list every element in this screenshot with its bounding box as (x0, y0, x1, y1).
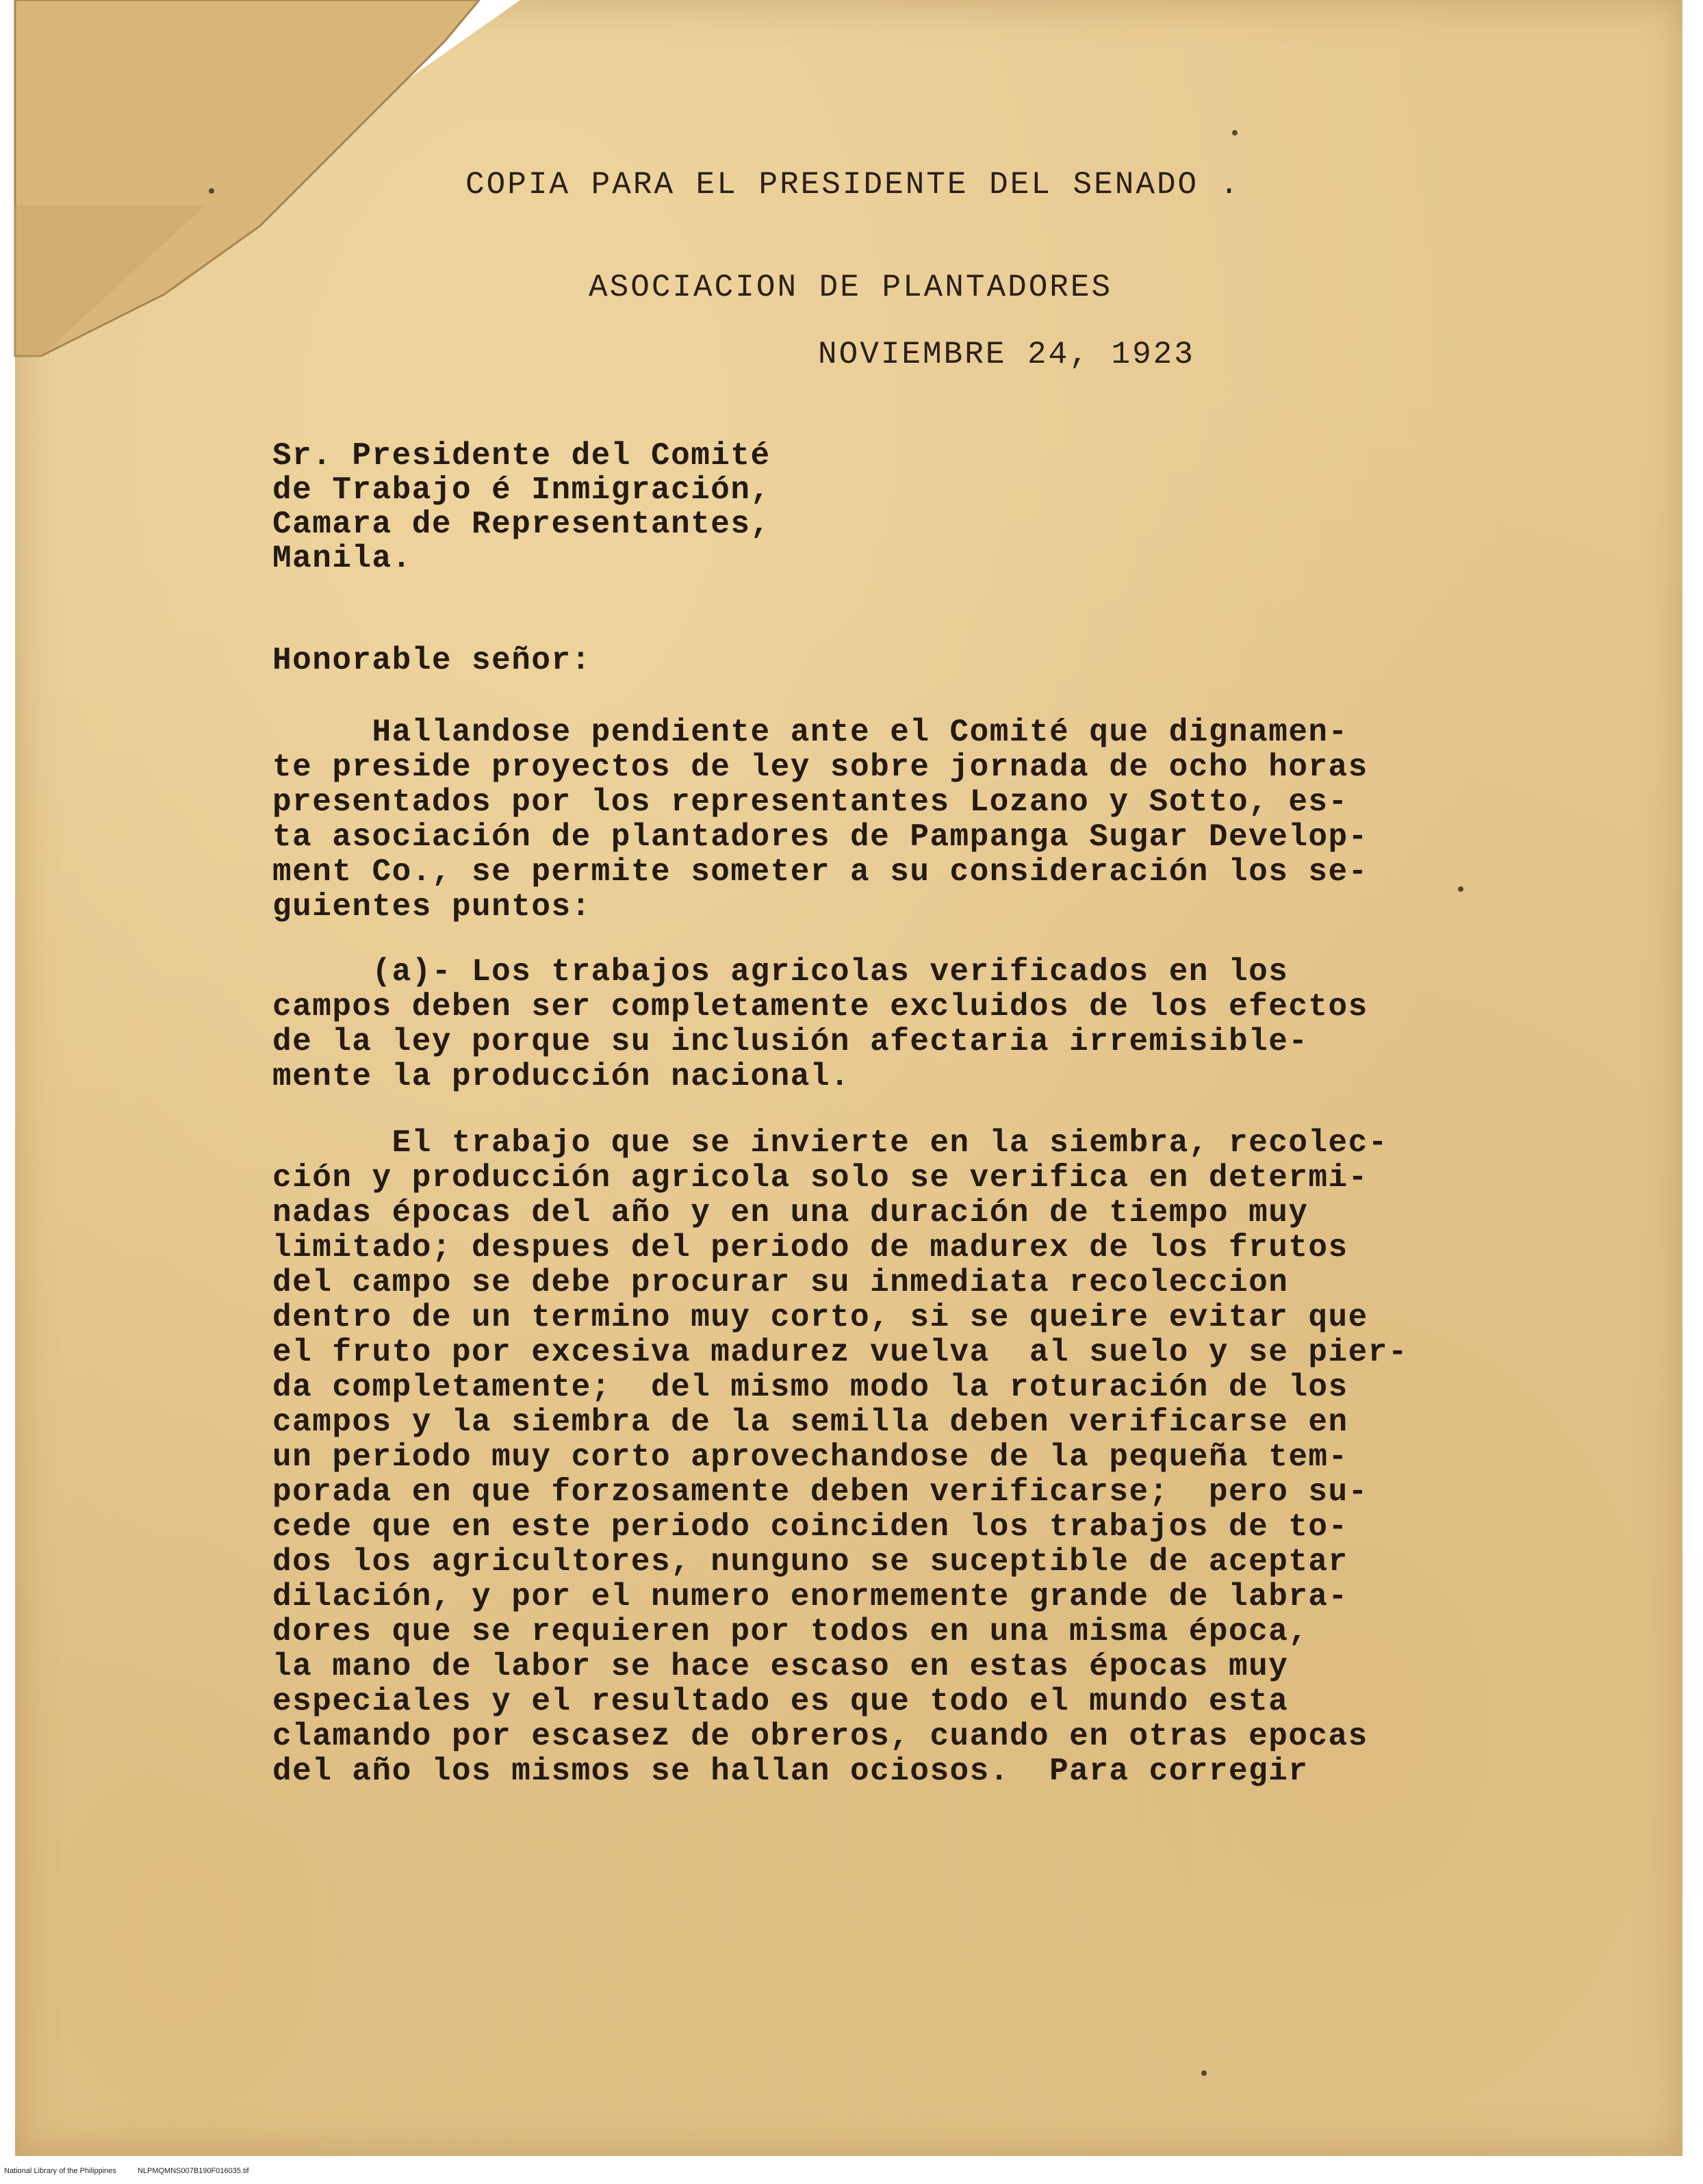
text-line: especiales y el resultado es que todo el mundo esta (272, 1684, 1289, 1719)
text-line: de la ley porque su inclusión afectaria irremisible- (272, 1024, 1309, 1059)
text-line: la mano de labor se hace escaso en estas épocas muy (272, 1649, 1289, 1684)
text-line: te preside proyectos de ley sobre jornada de ocho horas (272, 749, 1368, 785)
text-line: porada en que forzosamente deben verificarse; pero su- (272, 1474, 1368, 1510)
text-line: dentro de un termino muy corto, si se queire evitar que (272, 1300, 1368, 1335)
text-line: del año los mismos se hallan ociosos. Para corregir (272, 1753, 1309, 1789)
text-line: ment Co., se permite someter a su consideración los se- (272, 854, 1368, 890)
addressee-line: Sr. Presidente del Comité (272, 438, 771, 474)
text-line: campos deben ser completamente excluidos de los efectos (272, 989, 1368, 1025)
text-line: El trabajo que se invierte en la siembra, recolec- (272, 1125, 1388, 1161)
text-line: dos los agricultores, nunguno se suceptible de aceptar (272, 1544, 1348, 1580)
library-name: National Library of the Philippines (4, 2167, 116, 2175)
letter-date: NOVIEMBRE 24, 1923 (818, 337, 1195, 372)
text-line: (a)- Los trabajos agricolas verificados en los (272, 954, 1289, 990)
ink-speck (1232, 130, 1238, 136)
text-line: clamando por escasez de obreros, cuando en otras epocas (272, 1719, 1368, 1754)
text-line: nadas épocas del año y en una duración de tiempo muy (272, 1195, 1309, 1231)
file-id: NLPMQMNS007B190F016035.tif (137, 2167, 249, 2175)
text-line: cede que en este periodo coinciden los trabajos de to- (272, 1509, 1348, 1545)
text-line: ción y producción agricola solo se verifica en determi- (272, 1160, 1368, 1196)
salutation: Honorable señor: (272, 643, 591, 678)
addressee-line: Camara de Representantes, (272, 506, 771, 542)
text-line: Hallandose pendiente ante el Comité que dignamen- (272, 715, 1348, 750)
association-heading: ASOCIACION DE PLANTADORES (589, 270, 1113, 305)
ink-speck (209, 188, 214, 194)
text-line: dilación, y por el numero enormemente grande de labra- (272, 1579, 1348, 1615)
scan-footer-text (4, 2167, 268, 2175)
text-line: guientes puntos: (272, 889, 591, 925)
text-line: mente la producción nacional. (272, 1059, 851, 1094)
text-line: limitado; despues del periodo de madurex de los frutos (272, 1230, 1348, 1266)
folded-corner (0, 0, 520, 370)
text-line: presentados por los representantes Lozano y Sotto, es- (272, 784, 1348, 820)
ink-speck (1201, 2070, 1207, 2076)
text-line: del campo se debe procurar su inmediata recoleccion (272, 1265, 1289, 1300)
addressee-line: de Trabajo é Inmigración, (272, 472, 771, 508)
copy-heading: COPIA PARA EL PRESIDENTE DEL SENADO . (465, 167, 1241, 203)
text-line: ta asociación de plantadores de Pampanga Sugar Develop- (272, 819, 1368, 855)
text-line: dores que se requieren por todos en una misma época, (272, 1614, 1309, 1649)
ink-speck (1458, 886, 1463, 892)
addressee-line: Manila. (272, 541, 412, 576)
text-line: un periodo muy corto aprovechandose de la pequeña tem- (272, 1439, 1348, 1475)
text-line: campos y la siembra de la semilla deben verificarse en (272, 1404, 1348, 1440)
text-line: el fruto por excesiva madurez vuelva al suelo y se pier- (272, 1335, 1408, 1370)
text-line: da completamente; del mismo modo la roturación de los (272, 1370, 1348, 1405)
